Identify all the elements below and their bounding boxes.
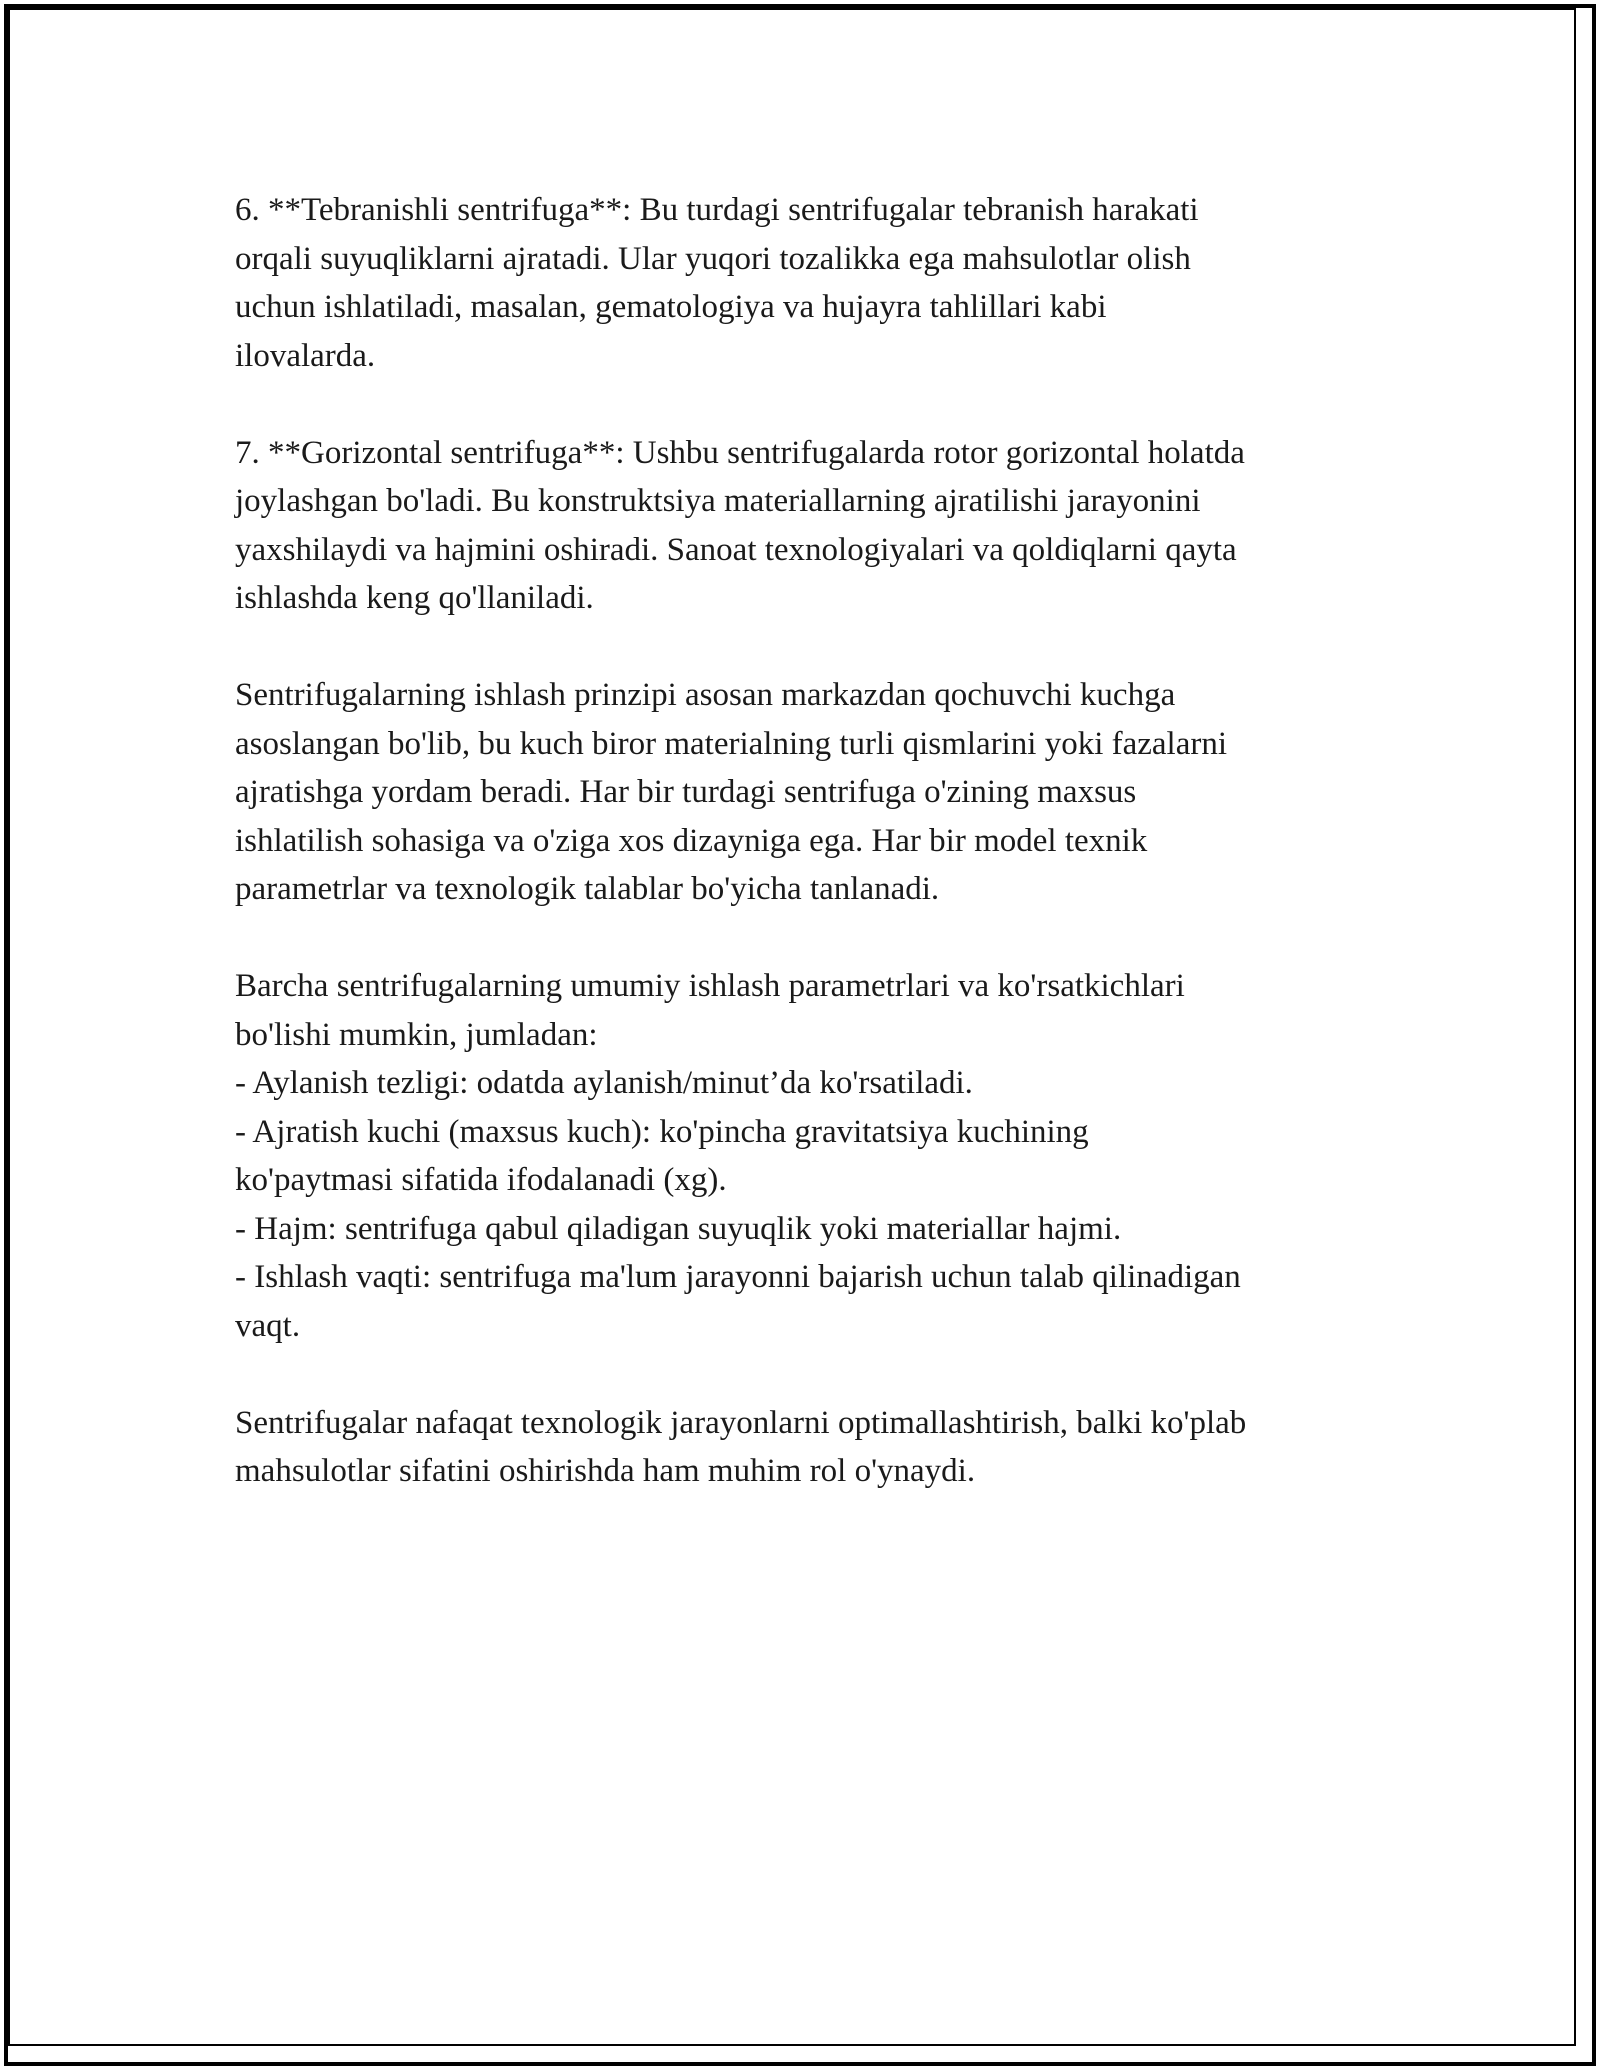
list-item-ajratish-kuchi-cont: ko'paytmasi sifatida ifodalanadi (xg). [235, 1162, 727, 1198]
list-item-ishlash-vaqti-cont: vaqt. [235, 1307, 301, 1344]
text-line: ajratishga yordam beradi. Har bir turdagi sentrifuga o'zining maxsus [235, 774, 1137, 810]
paragraph-umumiy-parametrlar [235, 962, 1370, 1350]
list-item-aylanish-tezligi: - Aylanish tezligi: odatda aylanish/minut’da ko'rsatiladi. [235, 1065, 973, 1101]
list-item-ishlash-vaqti: - Ishlash vaqti: sentrifuga ma'lum jarayonni bajarish uchun talab qilinadigan [235, 1259, 1241, 1295]
text-line: uchun ishlatiladi, masalan, gematologiya va hujayra tahlillari kabi [235, 289, 1107, 325]
paragraph-ishlash-prinzipi [235, 671, 1370, 914]
text-line: Sentrifugalar nafaqat texnologik jarayonlarni optimallashtirish, balki ko'plab [235, 1404, 1247, 1441]
text-line: ilovalarda. [235, 337, 376, 374]
text-line: Sentrifugalarning ishlash prinzipi asosan markazdan qochuvchi kuchga [235, 677, 1176, 713]
paragraph-xulosa [235, 1399, 1370, 1496]
text-line: ishlatilish sohasiga va o'ziga xos dizayniga ega. Har bir model texnik [235, 822, 1148, 859]
text-line: 7. **Gorizontal sentrifuga**: Ushbu sentrifugalarda rotor gorizontal holatda [235, 434, 1245, 471]
text-line: Barcha sentrifugalarning umumiy ishlash parametrlari va ko'rsatkichlari [235, 968, 1185, 1004]
text-line: mahsulotlar sifatini oshirishda ham muhim rol o'ynaydi. [235, 1453, 976, 1489]
text-line: orqali suyuqliklarni ajratadi. Ular yuqori tozalikka ega mahsulotlar olish [235, 240, 1191, 277]
list-item-hajm: - Hajm: sentrifuga qabul qiladigan suyuqlik yoki materiallar hajmi. [235, 1210, 1122, 1247]
text-line: 6. **Tebranishli sentrifuga**: Bu turdagi sentrifugalar tebranish harakati [235, 192, 1199, 228]
paragraph-gap [235, 623, 1370, 672]
document-body [235, 186, 1370, 1496]
text-line: asoslangan bo'lib, bu kuch biror materialning turli qismlarini yoki fazalarni [235, 725, 1228, 762]
paragraph-gap [235, 914, 1370, 963]
text-line: yaxshilaydi va hajmini oshiradi. Sanoat texnologiyalari va qoldiqlarni qayta [235, 531, 1237, 568]
text-line: ishlashda keng qo'llaniladi. [235, 580, 594, 616]
paragraph-tebranishli-sentrifuga [235, 186, 1370, 380]
text-line: parametrlar va texnologik talablar bo'yicha tanlanadi. [235, 871, 940, 907]
paragraph-gorizontal-sentrifuga [235, 429, 1370, 623]
text-line: joylashgan bo'ladi. Bu konstruktsiya materiallarning ajratilishi jarayonini [235, 483, 1201, 519]
paragraph-gap [235, 380, 1370, 429]
paragraph-gap [235, 1350, 1370, 1399]
list-item-ajratish-kuchi: - Ajratish kuchi (maxsus kuch): ko'pincha gravitatsiya kuchining [235, 1113, 1089, 1150]
text-line: bo'lishi mumkin, jumladan: [235, 1016, 598, 1053]
